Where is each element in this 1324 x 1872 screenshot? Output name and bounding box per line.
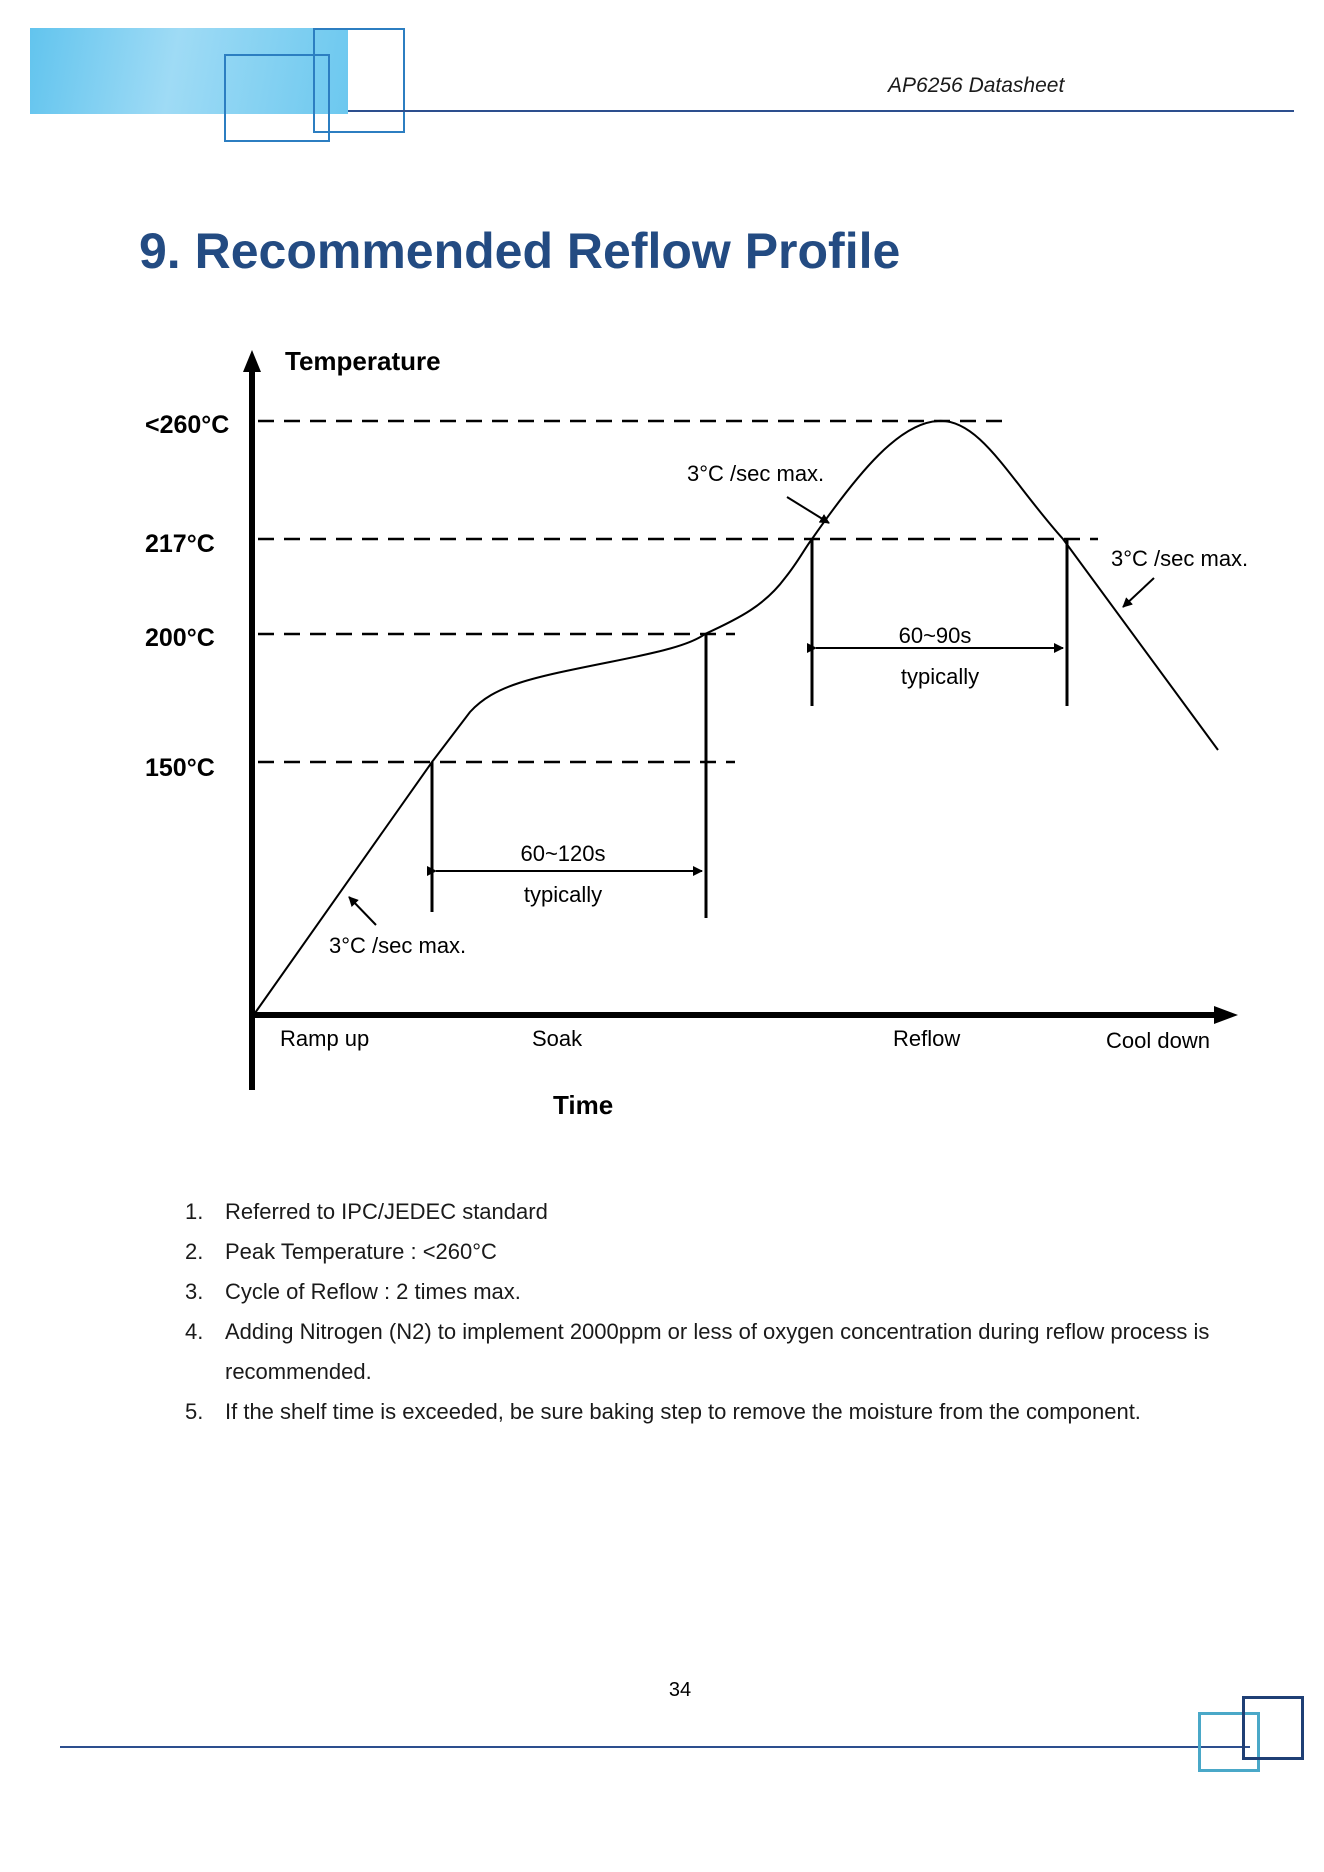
reflow-profile-chart bbox=[0, 330, 1324, 1130]
notes-list bbox=[185, 1192, 1245, 1432]
x-axis-label: Time bbox=[553, 1090, 614, 1120]
header-square-decoration bbox=[313, 28, 405, 133]
cool-rate-pointer bbox=[1123, 578, 1154, 607]
x-axis-arrowhead bbox=[1214, 1006, 1238, 1024]
list-item-number: 1. bbox=[185, 1199, 204, 1224]
phase-label-ramp-up: Ramp up bbox=[280, 1026, 370, 1051]
footer-rule bbox=[60, 1746, 1250, 1748]
list-item bbox=[185, 1392, 1245, 1432]
phase-label-soak: Soak bbox=[532, 1026, 583, 1051]
profile-curve bbox=[255, 421, 1218, 1013]
y-tick-label: <260°C bbox=[145, 411, 230, 439]
page-number: 34 bbox=[668, 1679, 692, 1701]
reflow-duration-note: typically bbox=[900, 664, 980, 689]
section-heading: 9. Recommended Reflow Profile bbox=[139, 223, 901, 279]
document-title: AP6256 Datasheet bbox=[888, 74, 1065, 97]
footer-square-decoration bbox=[1242, 1696, 1304, 1760]
list-item-number: 5. bbox=[185, 1399, 204, 1424]
header-rule bbox=[348, 110, 1294, 112]
y-tick-label: 150°C bbox=[145, 754, 215, 782]
list-item-number: 3. bbox=[185, 1279, 204, 1304]
phase-label-cool-down: Cool down bbox=[1106, 1028, 1210, 1053]
list-item-text: Referred to IPC/JEDEC standard bbox=[225, 1199, 548, 1224]
list-item-text: If the shelf time is exceeded, be sure baking step to remove the moisture from the component. bbox=[225, 1399, 1141, 1424]
list-item bbox=[185, 1272, 1245, 1312]
list-item-number: 2. bbox=[185, 1239, 204, 1264]
phase-label-reflow: Reflow bbox=[893, 1026, 961, 1051]
list-item bbox=[185, 1232, 1245, 1272]
y-axis-arrowhead bbox=[243, 350, 261, 372]
list-item-text: Peak Temperature : <260°C bbox=[225, 1239, 497, 1264]
ramp-rate-label: 3°C /sec max. bbox=[329, 933, 467, 958]
cool-rate-label: 3°C /sec max. bbox=[1111, 546, 1249, 571]
reflow-duration-label: 60~90s bbox=[898, 623, 972, 648]
y-tick-label: 217°C bbox=[145, 530, 215, 558]
y-axis-label: Temperature bbox=[285, 346, 441, 376]
soak-duration-label: 60~120s bbox=[520, 841, 606, 866]
y-tick-label: 200°C bbox=[145, 624, 215, 652]
soak-duration-note: typically bbox=[523, 882, 603, 907]
reflow-rate-label: 3°C /sec max. bbox=[687, 461, 825, 486]
reflow-rate-pointer bbox=[787, 497, 829, 523]
list-item-text: Adding Nitrogen (N2) to implement 2000ppm or less of oxygen concentration during reflow process is recommended. bbox=[225, 1319, 1210, 1384]
list-item-text: Cycle of Reflow : 2 times max. bbox=[225, 1279, 521, 1304]
list-item bbox=[185, 1192, 1245, 1232]
list-item-number: 4. bbox=[185, 1319, 204, 1344]
ramp-rate-pointer bbox=[349, 897, 376, 925]
list-item bbox=[185, 1312, 1245, 1392]
